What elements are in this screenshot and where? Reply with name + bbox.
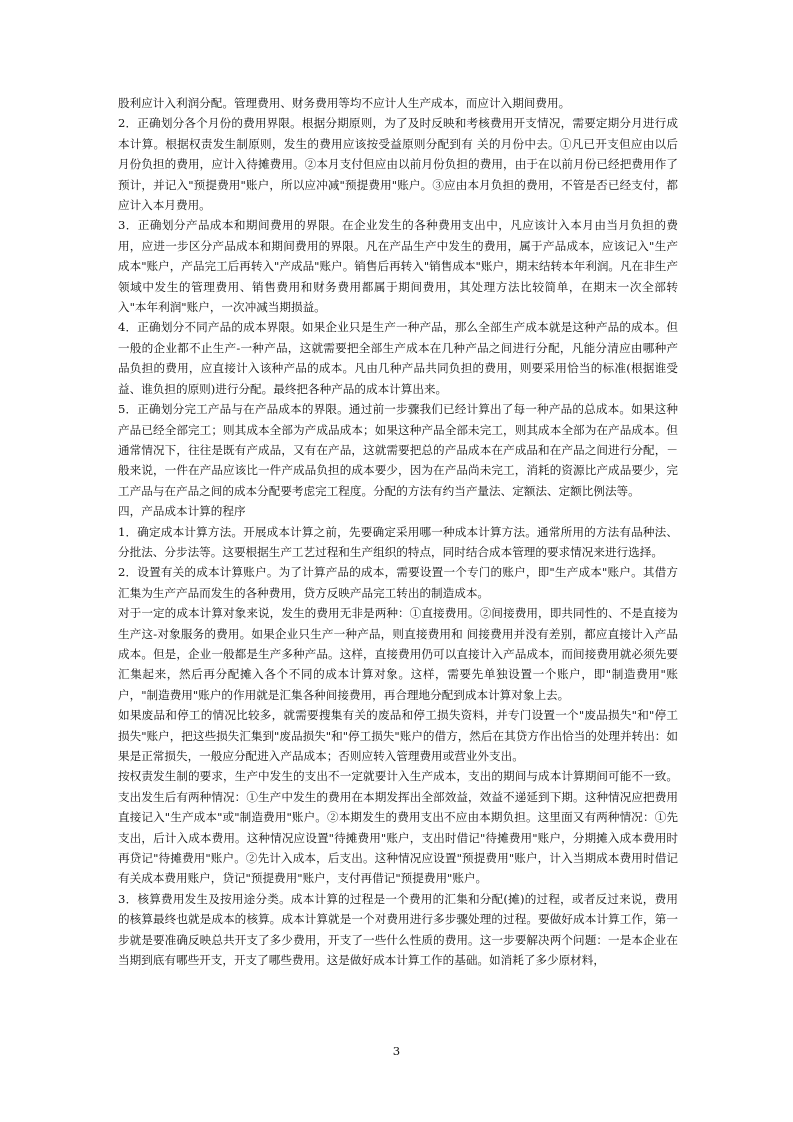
paragraph: 1．确定成本计算方法。开展成本计算之前，先要确定采用哪一种成本计算方法。通常所用的方法有品种法、分批法、分步法等。这要根据生产工艺过程和生产组织的特点，同时结合成本管理的要求情况来进行选择。	[118, 524, 678, 559]
paragraph: 4．正确划分不同产品的成本界限。如果企业只是生产一种产品，那么全部生产成本就是这种产品的成本。但一般的企业都不止生产-一种产品，这就需要把全部生产成本在几种产品之间进行分配，凡能分清应由哪种产品负担的费用，应直接计入该种产品的成本。凡由几种产品共同负担的费用，则要采用恰当的标准(根据谁受益、谁负担的原则)进行分配。最终把各种产品的成本计算出来。	[118, 320, 678, 396]
page-number: 3	[392, 1044, 401, 1058]
paragraph: 3．核算费用发生及按用途分类。成本计算的过程是一个费用的汇集和分配(摊)的过程，或者反过来说，费用的核算最终也就是成本的核算。成本计算就是一个对费用进行多步骤处理的过程。要做好成本计算工作，第一步就是要准确反映总共开支了多少费用，开支了一些什么性质的费用。这一步要解决两个问题：一是本企业在当期到底有哪些开支，开支了哪些费用。这是做好成本计算工作的基础。如消耗了多少原材料，	[118, 891, 678, 968]
paragraph: 2．正确划分各个月份的费用界限。根据分期原则，为了及时反映和考核费用开支情况，需要定期分月进行成本计算。根据权责发生制原则，发生的费用应该按受益原则分配到有 关的月份中去。①凡已开支但应由以后月份负担的费用，应计入待摊费用。②本月支付但应由以前月份负担的费用，由于在以前月份已经把费用作了预计，并记入"预提费用"账户，所以应冲减"预提费用"账户。③应由本月负担的费用，不管是否已经支付，都应计入本月费用。	[118, 116, 678, 213]
paragraph: 3．正确划分产品成本和期间费用的界限。在企业发生的各种费用支出中，凡应该计入本月由当月负担的费用，应进一步区分产品成本和期间费用的界限。凡在产品生产中发生的费用，属于产品成本，应该记入"生产成本"账户，产品完工后再转入"产成品"账户。销售后再转入"销售成本"账户，期末结转本年利润。凡在非生产领域中发生的管理费用、销售费用和财务费用都属于期间费用，其处理方法比较简单，在期末一次全部转入"本年利润"账户，一次冲减当期损益。	[118, 218, 678, 315]
paragraph: 股利应计入利润分配。管理费用、财务费用等均不应计人生产成本，而应计入期间费用。	[118, 96, 571, 110]
document-body	[118, 93, 678, 970]
section-heading: 四，产品成本计算的程序	[118, 504, 246, 519]
paragraph: 按权责发生制的要求，生产中发生的支出不一定就要计入生产成本，支出的期间与成本计算期间可能不一致。支出发生后有两种情况：①生产中发生的费用在本期发挥出全部效益，效益不递延到下期。这种情况应把费用直接记入"生产成本"或"制造费用"账户。②本期发生的费用支出不应由本期负担。这里面又有两种情况：①先支出，后计入成本费用。这种情况应设置"待摊费用"账户，支出时借记"待摊费用"账户，分期摊入成本费用时再贷记"待摊费用"账户。②先计入成本，后支出。这种情况应设置"预提费用"账户，计入当期成本费用时借记有关成本费用账户，贷记"预提费用"账户，支付再借记"预提费用"账户。	[118, 769, 678, 886]
paragraph: 如果废品和停工的情况比较多，就需要搜集有关的废品和停工损失资料，并专门设置一个"废品损失"和"停工损失"账户，把这些损失汇集到"废品损失"和"停工损失"账户的借方，然后在其贷方作出恰当的处理并转出：如果是正常损失，一般应分配进入产品成本；否则应转入管理费用或营业外支出。	[118, 708, 678, 763]
paragraph: 2．设置有关的成本计算账户。为了计算产品的成本，需要设置一个专门的账户，即"生产成本"账户。其借方汇集为生产产品而发生的各种费用，贷方反映产品完工转出的制造成本。	[118, 565, 678, 600]
paragraph: 对于一定的成本计算对象来说，发生的费用无非是两种：①直接费用。②间接费用，即共同性的、不是直接为生产这-对象服务的费用。如果企业只生产一种产品，则直接费用和 间接费用并没有差别，都应直接计入产品成本。但是，企业一般都是生产多种产品。这样，直接费用仍可以直接计入产品成本，而间接费用就必须先要汇集起来，然后再分配摊入各个不同的成本计算对象。这样，需要先单独设置一个账户，即"制造费用"账户，"制造费用"账户的作用就是汇集各种间接费用，再合理地分配到成本计算对象上去。	[118, 606, 678, 702]
paragraph: 5．正确划分完工产品与在产品成本的界限。通过前一步骤我们已经计算出了每一种产品的总成本。如果这种产品已经全部完工；则其成本全部为产成品成本；如果这种产品全部未完工，则其成本全部为在产品成本。但通常情况下，往往是既有产成品，又有在产品，这就需要把总的产品成本在产成品和在产品之间进行分配，－般来说，一件在产品应该比一件产成品负担的成本要少，因为在产品尚未完工，消耗的资源比产成品要少，完工产品与在产品之间的成本分配要考虑完工程度。分配的方法有约当产量法、定额法、定额比例法等。	[118, 402, 678, 498]
